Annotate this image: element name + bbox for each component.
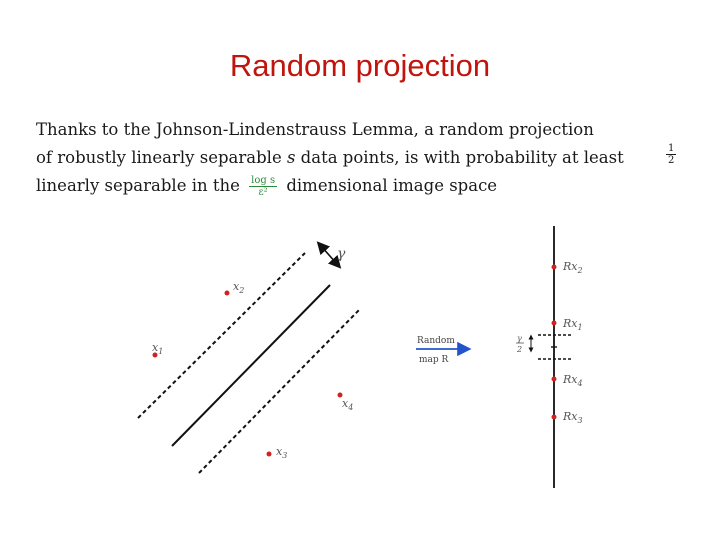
point-Rx1 — [552, 321, 557, 326]
margin-label: γ — [337, 246, 346, 262]
statement-var-s: s — [286, 148, 296, 167]
point-x3 — [267, 452, 272, 457]
statement-line1-text: Thanks to the Johnson-Lindenstrauss Lemma, a random projection — [36, 120, 594, 139]
statement-line3-text-b: dimensional image space — [286, 176, 498, 195]
label-x4: $x_4$ — [342, 397, 354, 412]
margin-arrow — [321, 246, 337, 264]
point-Rx2 — [552, 265, 557, 270]
dimension-denominator: ε² — [258, 187, 268, 198]
point-Rx4 — [552, 377, 557, 382]
probability-denominator: 2 — [668, 155, 675, 166]
random-map-label-line1: Random — [417, 336, 455, 346]
dimension-numerator: log s — [251, 175, 276, 186]
slide-title: Random projection — [229, 48, 491, 83]
statement-line3-text-a: linearly separable in the — [36, 176, 240, 195]
random-map-label-line2: map R — [419, 355, 449, 365]
label-x3: $x_3$ — [276, 445, 288, 460]
separating-hyperplane — [172, 285, 330, 446]
probability-numerator: 1 — [668, 143, 675, 154]
half-margin-numerator: γ — [517, 334, 522, 343]
half-margin-denominator: 2 — [517, 345, 523, 354]
label-x2: $x_2$ — [233, 280, 245, 295]
label-x1: $x_1$ — [152, 341, 164, 356]
point-Rx3 — [552, 415, 557, 420]
label-Rx3: $Rx_3$ — [563, 410, 583, 425]
point-x2 — [225, 291, 230, 296]
statement-line2-text-b: data points, is with probability at least — [295, 148, 624, 167]
label-Rx1: $Rx_1$ — [563, 317, 583, 332]
statement-line2-text-a: of robustly linearly separable — [36, 148, 287, 167]
label-Rx2: $Rx_2$ — [563, 260, 583, 275]
label-Rx4: $Rx_4$ — [563, 373, 583, 388]
